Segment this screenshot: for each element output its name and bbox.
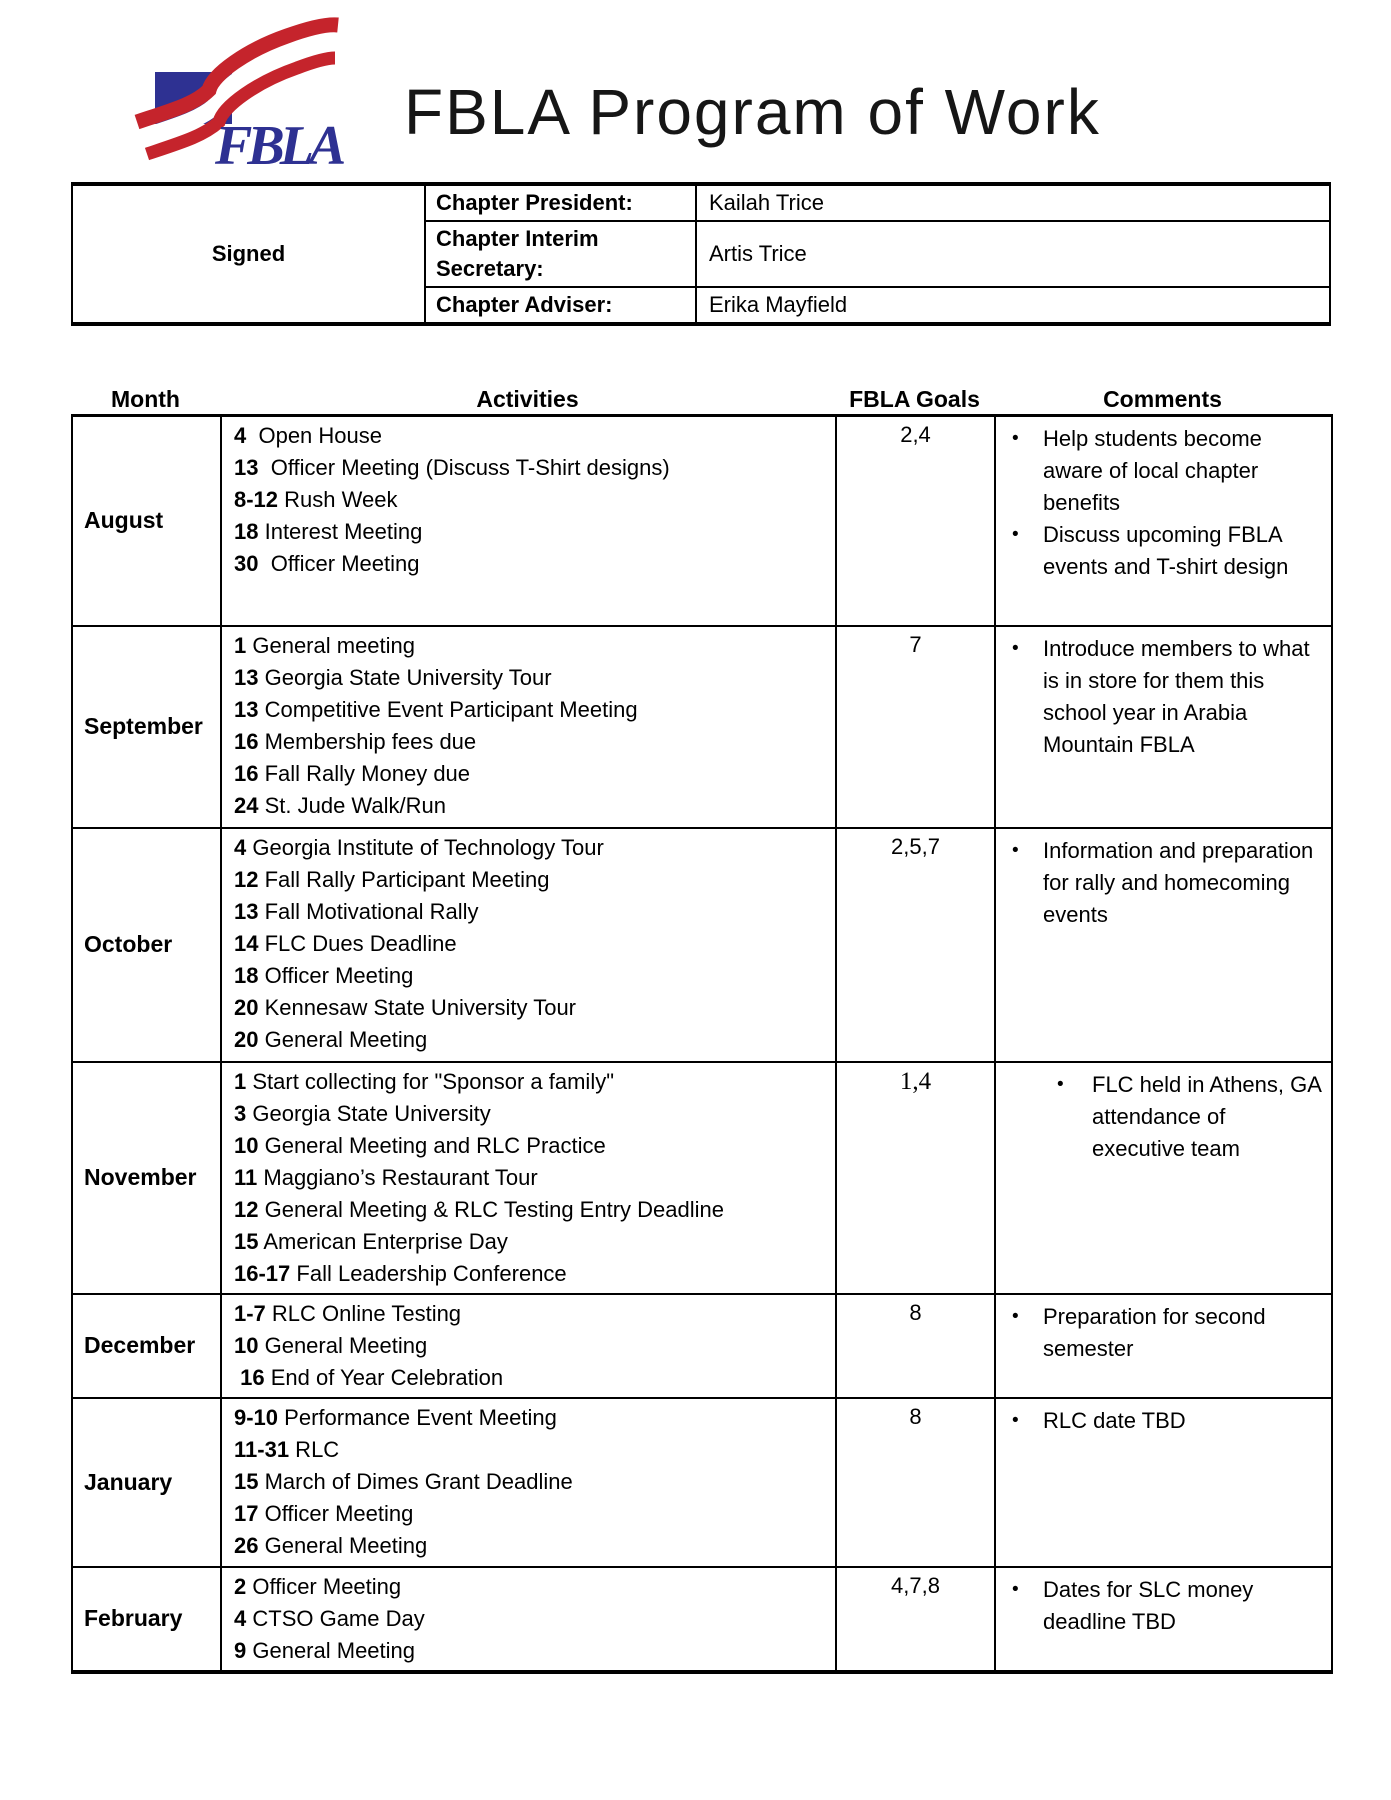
comment-text: Preparation for second semester <box>1043 1303 1266 1361</box>
activities-cell <box>221 626 836 828</box>
activity-text: March of Dimes Grant Deadline <box>258 1468 573 1494</box>
activity-line <box>234 1530 831 1562</box>
goals-value: 1,4 <box>899 1067 932 1095</box>
activity-day: 2 <box>234 1573 247 1599</box>
activity-line <box>234 1571 831 1603</box>
month-label: December <box>84 1332 196 1358</box>
activity-text: General Meeting <box>258 1332 428 1358</box>
month-cell <box>72 828 221 1062</box>
activity-day: 9 <box>234 1637 247 1663</box>
activity-line <box>234 1226 831 1258</box>
activity-text: Georgia State University Tour <box>258 664 552 690</box>
table-row-december <box>72 1294 1332 1398</box>
activity-day: 8-12 <box>234 487 279 512</box>
activity-line <box>234 1498 831 1530</box>
comment-text: Dates for SLC money deadline TBD <box>1043 1576 1254 1634</box>
comment-text: FLC held in Athens, GA attendance of executive team <box>1092 1071 1321 1161</box>
activities-cell <box>221 416 836 626</box>
activity-text: Fall Motivational Rally <box>258 898 479 924</box>
activity-text: Open House <box>246 423 382 448</box>
month-cell <box>72 1062 221 1294</box>
goals-value: 2,4 <box>900 422 931 447</box>
signed-label: Signed <box>211 241 286 266</box>
activity-day: 18 <box>234 962 259 988</box>
activity-day: 15 <box>234 1228 259 1254</box>
activity-line <box>234 694 831 726</box>
activity-text: Officer Meeting <box>258 1500 414 1526</box>
activity-day: 20 <box>234 994 259 1020</box>
activity-day: 10 <box>234 1332 259 1358</box>
fbla-logo <box>125 14 360 174</box>
month-label: January <box>84 1468 173 1495</box>
activity-day: 18 <box>234 519 259 544</box>
activity-day: 11-31 <box>234 1436 290 1462</box>
month-label: September <box>84 713 203 739</box>
table-row-august <box>72 416 1332 626</box>
bullet-icon: • <box>1012 1305 1019 1327</box>
activity-line <box>234 726 831 758</box>
activity-text: American Enterprise Day <box>258 1228 508 1254</box>
month-cell <box>72 1294 221 1398</box>
column-header-goals: FBLA Goals <box>849 386 980 412</box>
table-row-january <box>72 1398 1332 1567</box>
month-label: August <box>84 507 164 534</box>
activity-text: Georgia Institute of Technology Tour <box>246 834 604 860</box>
bullet-icon: • <box>1012 839 1019 861</box>
activity-day: 14 <box>234 930 259 956</box>
field-label-cell <box>425 221 696 287</box>
activity-line <box>234 1130 831 1162</box>
goals-cell <box>836 1294 995 1398</box>
comment-item <box>997 633 1330 761</box>
activity-line <box>234 516 831 548</box>
activity-day: 12 <box>234 866 259 892</box>
activity-day: 1-7 <box>234 1300 266 1326</box>
activity-text: FLC Dues Deadline <box>258 930 457 956</box>
activity-line <box>234 662 831 694</box>
goals-cell <box>836 1062 995 1294</box>
activity-day: 4 <box>234 423 247 448</box>
comment-item <box>997 519 1330 583</box>
activity-line <box>234 832 831 864</box>
activities-cell <box>221 1294 836 1398</box>
goals-value: 2,5,7 <box>891 833 940 859</box>
goals-cell <box>836 416 995 626</box>
activity-line <box>234 1098 831 1130</box>
activity-text: Fall Rally Money due <box>258 760 471 786</box>
activity-day: 13 <box>234 664 259 690</box>
page-title: FBLA Program of Work <box>404 76 1101 148</box>
activity-line <box>234 1258 831 1290</box>
activity-text: RLC <box>289 1436 340 1462</box>
bullet-icon: • <box>1012 1409 1019 1431</box>
activity-line <box>234 452 831 484</box>
activity-text: General Meeting <box>258 1532 428 1558</box>
activity-text: CTSO Game Day <box>246 1605 425 1631</box>
activity-day: 20 <box>234 1026 259 1052</box>
activity-line <box>234 1603 831 1635</box>
activity-day: 1 <box>234 1068 247 1094</box>
activity-line <box>234 928 831 960</box>
activity-line <box>234 1362 831 1394</box>
month-cell <box>72 416 221 626</box>
activity-day: 13 <box>234 455 259 480</box>
comments-cell <box>995 1567 1332 1672</box>
month-label: October <box>84 931 173 957</box>
comment-text: Introduce members to what is in store for them this school year in Arabia Mountain FBLA <box>1043 635 1310 757</box>
bullet-icon: • <box>1057 1073 1064 1095</box>
activity-day: 3 <box>234 1100 247 1126</box>
goals-cell <box>836 828 995 1062</box>
comment-item <box>997 1301 1330 1365</box>
activity-text: Competitive Event Participant Meeting <box>258 696 638 722</box>
activity-day: 16 <box>234 1364 265 1390</box>
activity-text: Maggiano’s Restaurant Tour <box>257 1164 538 1190</box>
activity-line <box>234 992 831 1024</box>
field-label: Chapter President: <box>436 190 633 215</box>
bullet-icon: • <box>1012 524 1019 545</box>
field-value: Kailah Trice <box>709 190 824 215</box>
activity-text: Officer Meeting <box>246 1573 402 1599</box>
field-label-cell <box>425 184 696 221</box>
field-label: Chapter Adviser: <box>436 292 613 317</box>
field-value-cell <box>696 287 1330 324</box>
activity-line <box>234 484 831 516</box>
comments-cell <box>995 828 1332 1062</box>
activity-day: 1 <box>234 632 247 658</box>
comment-item <box>997 1069 1330 1165</box>
comments-cell <box>995 1294 1332 1398</box>
activity-day: 16 <box>234 728 259 754</box>
activity-line <box>234 1194 831 1226</box>
activity-line <box>234 1066 831 1098</box>
activity-day: 4 <box>234 1605 247 1631</box>
activity-text: Officer Meeting <box>258 962 414 988</box>
table-row-october <box>72 828 1332 1062</box>
activity-line <box>234 1162 831 1194</box>
activity-text: End of Year Celebration <box>264 1364 504 1390</box>
comment-item <box>997 1574 1330 1638</box>
comment-text: Help students become aware of local chapter benefits <box>1043 426 1262 515</box>
field-value: Artis Trice <box>709 241 807 266</box>
activity-day: 9-10 <box>234 1404 279 1430</box>
activity-day: 12 <box>234 1196 259 1222</box>
goals-cell <box>836 1567 995 1672</box>
activity-text: General Meeting <box>258 1026 428 1052</box>
comment-item <box>997 835 1330 931</box>
table-row-september <box>72 626 1332 828</box>
activity-line <box>234 1635 831 1667</box>
activity-line <box>234 1402 831 1434</box>
activity-line <box>234 1434 831 1466</box>
goals-cell <box>836 626 995 828</box>
activity-line <box>234 1298 831 1330</box>
activities-cell <box>221 828 836 1062</box>
column-header-month: Month <box>111 386 180 412</box>
field-value-cell <box>696 184 1330 221</box>
activity-line <box>234 1330 831 1362</box>
activity-day: 13 <box>234 696 259 722</box>
comment-item <box>997 1405 1330 1437</box>
activity-text: Rush Week <box>278 487 398 512</box>
activity-text: Kennesaw State University Tour <box>258 994 577 1020</box>
activities-cell <box>221 1398 836 1567</box>
field-value: Erika Mayfield <box>709 292 848 317</box>
activity-line <box>234 420 831 452</box>
column-header-activities: Activities <box>476 386 579 412</box>
activity-line <box>234 1466 831 1498</box>
comment-text: Information and preparation for rally and homecoming events <box>1043 837 1314 927</box>
activity-line <box>234 896 831 928</box>
goals-value: 4,7,8 <box>891 1572 940 1598</box>
activity-line <box>234 960 831 992</box>
field-value-cell <box>696 221 1330 287</box>
activity-text: Performance Event Meeting <box>278 1404 557 1430</box>
month-cell <box>72 1398 221 1567</box>
activity-line <box>234 790 831 822</box>
comment-item <box>997 423 1330 519</box>
activities-cell <box>221 1062 836 1294</box>
comment-text: Discuss upcoming FBLA events and T-shirt design <box>1043 522 1289 579</box>
month-label: November <box>84 1164 197 1190</box>
logo-wordmark: FBLA <box>215 115 342 174</box>
activity-day: 17 <box>234 1500 259 1526</box>
activity-day: 4 <box>234 834 247 860</box>
goals-value: 8 <box>909 1299 922 1325</box>
column-header-comments: Comments <box>1103 386 1222 412</box>
month-label: February <box>84 1605 183 1631</box>
activity-text: RLC Online Testing <box>265 1300 462 1326</box>
bullet-icon: • <box>1012 428 1019 449</box>
comments-cell <box>995 626 1332 828</box>
activity-text: Membership fees due <box>258 728 477 754</box>
activity-text: Interest Meeting <box>258 519 423 544</box>
activity-day: 24 <box>234 792 259 818</box>
activity-text: Fall Rally Participant Meeting <box>258 866 550 892</box>
activity-day: 13 <box>234 898 259 924</box>
table-row <box>72 184 1330 221</box>
activity-line <box>234 864 831 896</box>
activity-text: Start collecting for "Sponsor a family" <box>246 1068 615 1094</box>
comments-cell <box>995 1062 1332 1294</box>
goals-value: 8 <box>909 1403 922 1429</box>
activity-line <box>234 1024 831 1056</box>
activity-day: 10 <box>234 1132 259 1158</box>
activity-day: 16-17 <box>234 1260 291 1286</box>
comment-text: RLC date TBD <box>1043 1407 1186 1433</box>
activity-text: General Meeting <box>246 1637 416 1663</box>
activities-cell <box>221 1567 836 1672</box>
activity-day: 16 <box>234 760 259 786</box>
schedule-table <box>71 414 1333 1674</box>
signed-table <box>71 182 1331 326</box>
comments-cell <box>995 416 1332 626</box>
activity-text: Officer Meeting <box>258 551 420 576</box>
activity-text: Georgia State University <box>246 1100 491 1126</box>
activity-day: 11 <box>234 1164 258 1190</box>
activity-text: General meeting <box>246 632 416 658</box>
bullet-icon: • <box>1012 637 1019 659</box>
activity-day: 26 <box>234 1532 259 1558</box>
activity-line <box>234 548 831 580</box>
goals-cell <box>836 1398 995 1567</box>
month-cell <box>72 626 221 828</box>
activity-line <box>234 630 831 662</box>
activity-day: 15 <box>234 1468 259 1494</box>
table-row-november <box>72 1062 1332 1294</box>
month-cell <box>72 1567 221 1672</box>
table-row-february <box>72 1567 1332 1672</box>
activity-text: General Meeting and RLC Practice <box>258 1132 606 1158</box>
activity-text: St. Jude Walk/Run <box>258 792 446 818</box>
goals-value: 7 <box>909 631 922 657</box>
signed-label-cell <box>72 184 425 324</box>
activity-text: General Meeting & RLC Testing Entry Deadline <box>258 1196 724 1222</box>
comments-cell <box>995 1398 1332 1567</box>
activity-text: Officer Meeting (Discuss T-Shirt designs) <box>258 455 670 480</box>
bullet-icon: • <box>1012 1578 1019 1600</box>
activity-line <box>234 758 831 790</box>
activity-day: 30 <box>234 551 259 576</box>
activity-text: Fall Leadership Conference <box>290 1260 567 1286</box>
field-label-cell <box>425 287 696 324</box>
field-label: Chapter Interim Secretary: <box>436 226 599 281</box>
